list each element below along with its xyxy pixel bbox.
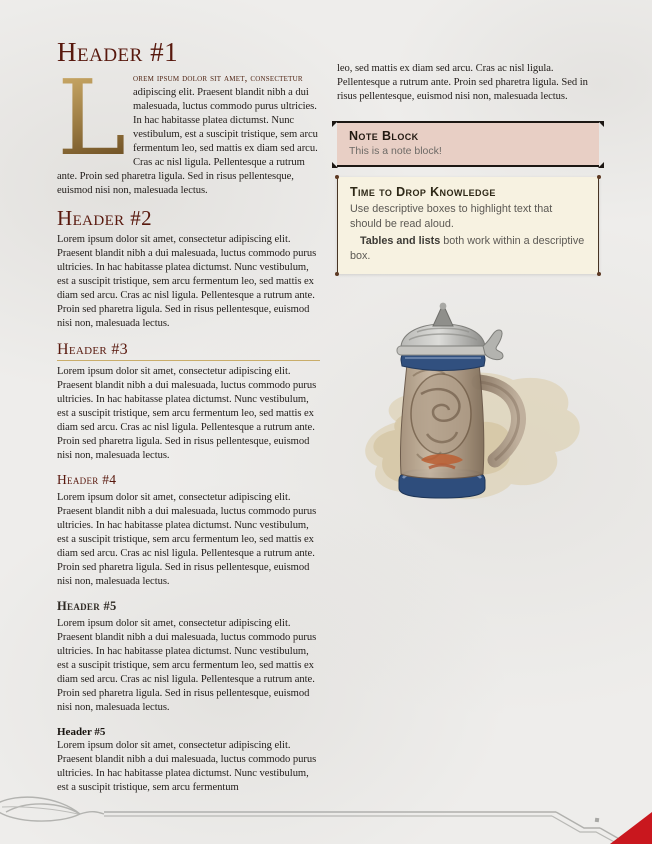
paragraph: Lorem ipsum dolor sit amet, consectetur adipiscing elit. Praesent blandit nibh a dui malesuada, luctus commodo purus ultricies. In hac habitasse platea dictumst. Nunc vestibulum, est a suscipit tristique, sem arcu fermentum leo, sed mattis ex diam sed arcu. Cras ac nisl ligula. Pellentesque a rutrum ante. Proin sed pharetra ligula. Sed in risus pellentesque, euismod nisi non, malesuada lectus.	[57, 492, 317, 587]
right-column	[337, 62, 599, 512]
paragraph-dropcap	[57, 57, 320, 198]
note-block	[337, 121, 599, 167]
beer-stein-illustration	[337, 302, 599, 512]
first-line-smallcaps: orem ipsum dolor sit amet, consectetur	[133, 73, 303, 84]
header-5: Header #5	[57, 599, 117, 613]
footer-step-diagonal-2	[552, 816, 618, 844]
descriptive-bold-lead: Tables and lists	[360, 235, 441, 247]
beer-stein-svg	[337, 302, 599, 512]
page-corner-triangle	[610, 812, 652, 844]
header-5-bold: Header #5	[57, 726, 106, 738]
header-2: Header #2	[57, 206, 153, 230]
descriptive-line1: Use descriptive boxes to highlight text that should be read aloud.	[350, 203, 553, 230]
note-corner-wedge	[332, 121, 338, 127]
descriptive-corner-dot	[335, 175, 339, 179]
note-corner-wedge	[598, 162, 604, 168]
paragraph: Lorem ipsum dolor sit amet, consectetur adipiscing elit. Praesent blandit nibh a dui malesuada, luctus commodo purus ultricies. In hac habitasse platea dictumst. Nunc vestibulum, est a suscipit tristique, sem arcu fermentum leo, sed mattis ex diam sed arcu. Cras ac nisl ligula. Pellentesque a rutrum ante. Proin sed pharetra ligula. Sed in risus pellentesque, euismod nisi non, malesuada lectus.	[57, 234, 317, 329]
header-1: Header #1	[57, 37, 179, 67]
lid-dome	[401, 324, 485, 346]
header-4: Header #4	[57, 472, 117, 487]
lid-rim	[397, 346, 489, 355]
descriptive-title: Time to Drop Knowledge	[350, 185, 496, 199]
stein-blue-band	[401, 354, 485, 371]
descriptive-bold-rest: both work within a descriptive box.	[350, 235, 585, 262]
note-corner-wedge	[598, 121, 604, 127]
lid-finial-tip	[440, 303, 447, 310]
note-text: This is a note block!	[349, 145, 442, 157]
paragraph-partial: Lorem ipsum dolor sit amet, consectetur adipiscing elit. Praesent blandit nibh a dui malesuada, luctus commodo purus ultricies. In hac habitasse platea dictumst. Nunc vestibulum, est a suscipit tristique, sem arcu fermentum	[57, 740, 317, 793]
drop-cap-letter: L	[57, 72, 133, 159]
descriptive-line2	[350, 234, 586, 264]
note-title: Note Block	[349, 129, 419, 143]
left-column	[57, 38, 320, 795]
footer-ornament	[0, 788, 652, 844]
paragraph-continuation: leo, sed mattis ex diam sed arcu. Cras ac nisl ligula. Pellentesque a rutrum ante. Proin sed pharetra ligula. Sed in risus pellentesque, euismod nisi non, malesuada lectus.	[337, 63, 588, 102]
paragraph: Lorem ipsum dolor sit amet, consectetur adipiscing elit. Praesent blandit nibh a dui malesuada, luctus commodo purus ultricies. In hac habitasse platea dictumst. Nunc vestibulum, est a suscipit tristique, sem arcu fermentum leo, sed mattis ex diam sed arcu. Cras ac nisl ligula. Pellentesque a rutrum ante. Proin sed pharetra ligula. Sed in risus pellentesque, euismod nisi non, malesuada lectus.	[57, 618, 317, 713]
paragraph: Lorem ipsum dolor sit amet, consectetur adipiscing elit. Praesent blandit nibh a dui malesuada, luctus commodo purus ultricies. In hac habitasse platea dictumst. Nunc vestibulum, est a suscipit tristique, sem arcu fermentum leo, sed mattis ex diam sed arcu. Cras ac nisl ligula. Pellentesque a rutrum ante. Proin sed pharetra ligula. Sed in risus pellentesque, euismod nisi non, malesuada lectus.	[57, 366, 317, 461]
footer-step-diagonal-1	[556, 812, 600, 828]
note-corner-wedge	[332, 162, 338, 168]
descriptive-corner-dot	[335, 272, 339, 276]
lid-thumb-lever	[483, 330, 503, 360]
header-3: Header #3	[57, 340, 320, 361]
footer-square-dot	[595, 818, 600, 823]
descriptive-corner-dot	[597, 175, 601, 179]
descriptive-corner-dot	[597, 272, 601, 276]
paragraph-text: adipiscing elit. Praesent blandit nibh a dui malesuada, luctus commodo purus ultricies. In hac habitasse platea dictumst. Nunc vestibulum, est a suscipit tristique, sem arcu fermentum leo, sed mattis ex diam sed arcu. Cras ac nisl ligula. Pellentesque a rutrum ante. Proin sed pharetra ligula. Sed in risus pellentesque, euismod nisi non, malesuada lectus.	[57, 87, 318, 196]
descriptive-box	[337, 177, 599, 274]
